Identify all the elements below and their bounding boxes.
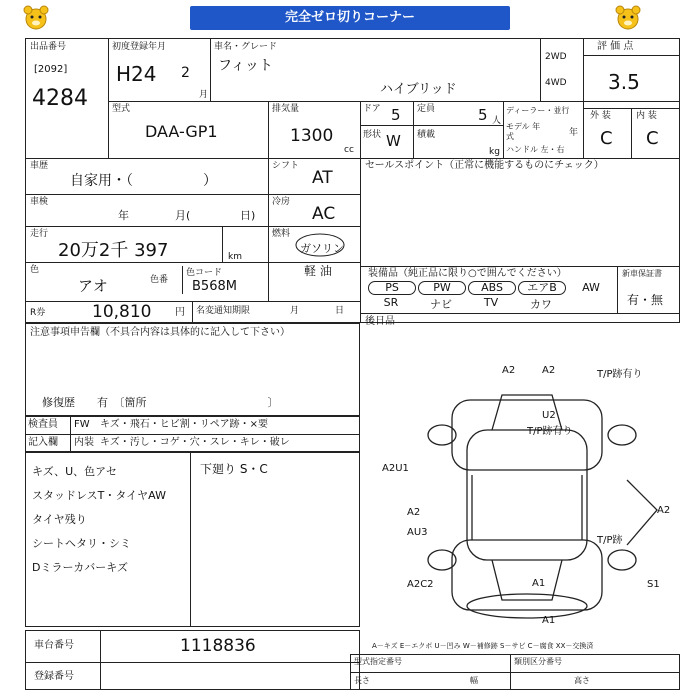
- fw-label: FW: [74, 419, 90, 430]
- recycle-label: R券: [30, 308, 46, 318]
- shift-label: シフト: [272, 161, 300, 171]
- capacity-value: 5: [478, 106, 488, 124]
- handwritten-note: キズ、U、色アセ: [32, 465, 118, 478]
- doors-label: ドア: [363, 104, 381, 114]
- interior-check-items: キズ・汚し・コゲ・穴・スレ・キレ・破レ: [100, 437, 290, 448]
- width-label: 幅: [470, 676, 478, 685]
- equipment-item: SR: [383, 296, 399, 309]
- equipment-item: PW: [418, 281, 466, 295]
- dealer-label: ディーラー・並行: [506, 106, 570, 115]
- chassis-label: 車台番号: [34, 640, 74, 651]
- handwritten-note: タイヤ残り: [32, 513, 87, 526]
- recycle-value: 10,810: [92, 302, 152, 322]
- handwritten-notes-list: [32, 460, 182, 580]
- exterior-label: 外 装: [590, 111, 611, 121]
- inspection-label: 車検: [30, 197, 49, 207]
- warranty-value: 有・無: [627, 293, 664, 307]
- interior-label: 内 装: [636, 111, 657, 121]
- sales-point-label: セールスポイント（正常に機能するものにチェック）: [365, 160, 604, 171]
- cc-unit: cc: [344, 145, 354, 155]
- damage-mark: A1: [532, 578, 546, 589]
- history-label: 車歴: [30, 161, 49, 171]
- year-unit: 年: [569, 128, 579, 138]
- model-year-label: モデル 年式: [506, 122, 541, 141]
- interior-check-label: 内装: [74, 437, 94, 448]
- title-bar: [0, 0, 700, 36]
- diagram-marks: [382, 365, 682, 625]
- lot-prefix: [2092]: [34, 64, 68, 75]
- equipment-item: AW: [582, 281, 600, 294]
- length-label: 長さ: [354, 676, 370, 685]
- load-label: 積載: [417, 130, 436, 140]
- 4wd-label: 4WD: [545, 78, 567, 88]
- undercarriage-note: 下廻り S・C: [200, 462, 268, 476]
- damage-legend: A－キズ E－エクボ U－凹み W－補修跡 S－サビ C－腐食 XX－交換済: [372, 642, 594, 650]
- car-name-label: 車名・グレード: [214, 42, 278, 52]
- yen-unit: 円: [175, 307, 185, 318]
- color-code-label: 色コード: [186, 268, 223, 278]
- equipment-item: TV: [483, 296, 499, 309]
- damage-mark: A1: [542, 615, 556, 626]
- inspector-label: 検査員: [28, 419, 58, 430]
- car-name: フィット: [218, 58, 273, 74]
- equipment-item: エアB: [518, 281, 566, 295]
- page-title: 完全ゼロ切りコーナー: [190, 6, 510, 30]
- person-unit: 人: [492, 116, 502, 126]
- reg-no-label: 登録番号: [34, 671, 74, 682]
- displacement-label: 排気量: [272, 104, 300, 114]
- damage-mark: U2: [542, 410, 556, 421]
- type-designation-label: 型式指定番号: [354, 657, 402, 666]
- equipment-item: ナビ: [430, 298, 452, 311]
- damage-mark: A2: [542, 365, 556, 376]
- warranty-label: 新車保証書: [622, 269, 662, 278]
- repair-history: 修復歴 有 〔箇所 〕: [42, 396, 279, 409]
- color-value: アオ: [78, 277, 108, 295]
- fuel-gasoline: ガソリン: [300, 242, 344, 255]
- aircon-label: 冷房: [272, 197, 291, 207]
- mileage-value: 20万2千 397: [58, 240, 169, 261]
- handwritten-note: Dミラーカバーキズ: [32, 561, 129, 574]
- inspection-month: 月(: [175, 209, 191, 222]
- damage-mark: A2U1: [382, 463, 409, 474]
- form-value: W: [386, 132, 401, 150]
- displacement-value: 1300: [290, 126, 334, 146]
- color-no-label: 色番: [150, 275, 169, 285]
- fuel-diesel: 軽 油: [304, 264, 332, 278]
- fuel-circle-mark: [294, 232, 350, 258]
- damage-mark: T/P跡: [597, 535, 623, 546]
- name-notice-date: 月 日: [290, 306, 345, 316]
- handle-label: ハンドル 左・右: [506, 145, 565, 154]
- notes-label: 注意事項申告欄（不具合内容は具体的に記入して下さい）: [30, 327, 290, 338]
- aircon-value: AC: [312, 204, 336, 224]
- damage-mark: T/P跡有り: [527, 426, 573, 437]
- capacity-label: 定員: [417, 104, 436, 114]
- damage-mark: T/P跡有り: [597, 369, 643, 380]
- handwritten-note: シートヘタリ・シミ: [32, 537, 131, 550]
- model-value: DAA-GP1: [145, 122, 218, 141]
- shift-value: AT: [312, 168, 333, 188]
- score-value: 3.5: [608, 70, 640, 94]
- month-unit: 月: [199, 90, 209, 100]
- interior-value: C: [646, 128, 659, 149]
- handwritten-note: スタッドレスT・タイヤAW: [32, 489, 166, 502]
- color-label: 色: [30, 265, 40, 275]
- bear-mascot-icon: [22, 4, 50, 32]
- equipment-label: 装備品（純正品に限り○で囲んでください）: [368, 268, 567, 279]
- rear-seat-label: 後日品: [365, 316, 395, 327]
- equipment-item: カワ: [530, 298, 552, 311]
- score-label: 評 価 点: [597, 41, 634, 52]
- inspection-year: 年: [118, 209, 129, 222]
- recorder-label: 記入欄: [28, 437, 58, 448]
- bear-mascot-icon: [614, 4, 642, 32]
- equipment-item: ABS: [468, 281, 516, 295]
- lot-no-label: 出品番号: [30, 42, 67, 52]
- fuel-label: 燃料: [272, 229, 291, 239]
- damage-mark: A2: [502, 365, 516, 376]
- damage-mark: AU3: [407, 527, 428, 538]
- kg-unit: kg: [489, 147, 500, 157]
- lot-number: 4284: [32, 86, 88, 111]
- first-reg-label: 初度登録年月: [112, 42, 167, 52]
- 2wd-label: 2WD: [545, 52, 567, 62]
- name-notice-label: 名変通知期限: [196, 306, 251, 316]
- type-class-label: 類別区分番号: [514, 657, 562, 666]
- form-label: 形状: [363, 130, 382, 140]
- fw-items: キズ・飛石・ヒビ割・リペア跡・×要: [100, 419, 268, 430]
- inspection-day: 日): [240, 209, 256, 222]
- doors-value: 5: [391, 106, 401, 124]
- equipment-item: PS: [368, 281, 416, 295]
- history-value: 自家用・（ ）: [70, 173, 217, 189]
- height-label: 高さ: [574, 676, 590, 685]
- damage-mark: A2: [657, 505, 671, 516]
- era-year: H24: [116, 62, 157, 86]
- model-label: 型式: [112, 104, 131, 114]
- damage-mark: S1: [647, 579, 660, 590]
- equipment-grid: [368, 281, 613, 311]
- chassis-value: 1118836: [180, 636, 256, 656]
- grade: ハイブリッド: [380, 82, 457, 97]
- km-unit: km: [228, 252, 242, 262]
- damage-mark: A2C2: [407, 579, 434, 590]
- exterior-value: C: [600, 128, 613, 149]
- damage-mark: A2: [407, 507, 421, 518]
- mileage-label: 走行: [30, 229, 49, 239]
- color-code-value: B568M: [192, 279, 237, 294]
- reg-month: 2: [181, 65, 190, 81]
